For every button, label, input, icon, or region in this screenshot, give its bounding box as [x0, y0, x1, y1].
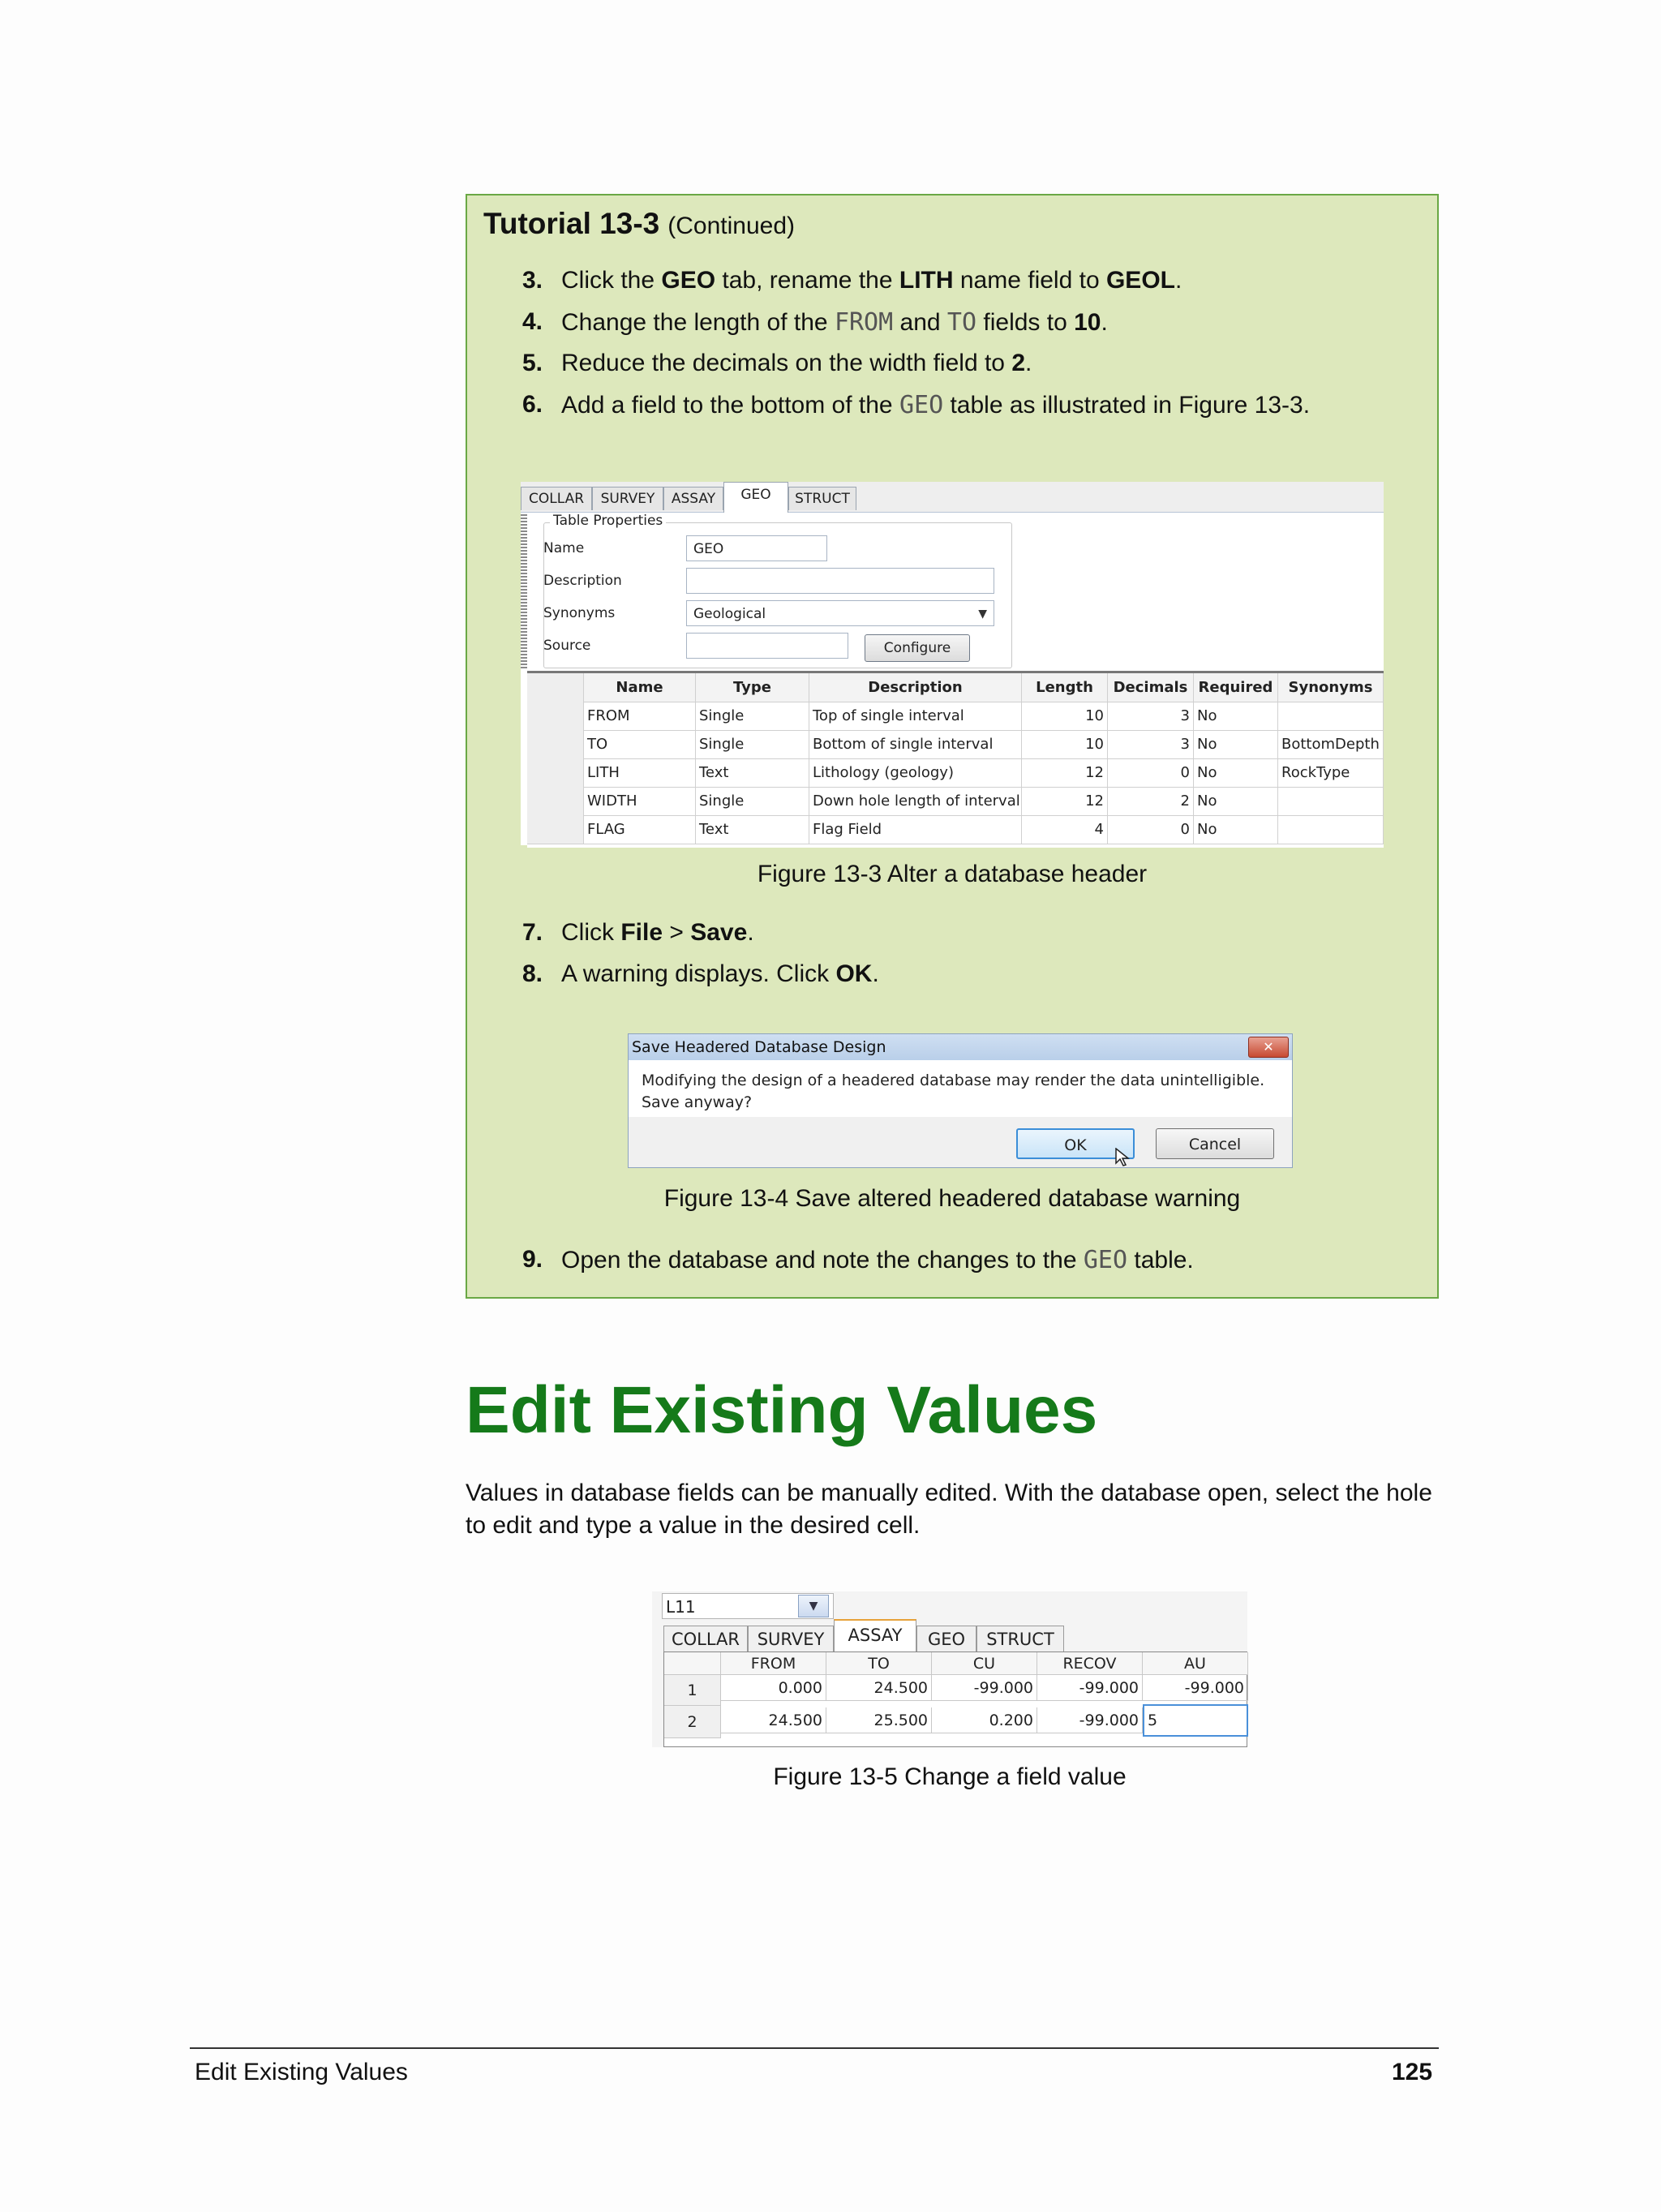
fields-grid	[527, 671, 1384, 848]
cell-from[interactable]: 0.000	[721, 1675, 826, 1701]
dialog-message-line2: Save anyway?	[642, 1093, 753, 1111]
column-header[interactable]: Name	[584, 673, 696, 702]
row-header-corner	[527, 673, 584, 702]
table-tabs	[521, 482, 1384, 513]
row-header[interactable]	[527, 787, 584, 815]
cell-length[interactable]: 10	[1022, 702, 1108, 730]
close-icon[interactable]: ✕	[1248, 1037, 1289, 1058]
synonyms-label: Synonyms	[543, 605, 616, 621]
mouse-cursor-icon	[1115, 1148, 1131, 1167]
cell-cu[interactable]: -99.000	[932, 1675, 1037, 1701]
table-properties-label: Table Properties	[550, 513, 666, 529]
step-number: 4.	[522, 308, 543, 335]
column-header[interactable]: RECOV	[1037, 1652, 1143, 1675]
step-number: 3.	[522, 267, 543, 294]
step-number: 6.	[522, 391, 543, 418]
column-header[interactable]: Description	[809, 673, 1022, 702]
tab-geo[interactable]: GEO	[723, 482, 788, 513]
cell-name[interactable]: LITH	[584, 758, 696, 787]
cell-decimals[interactable]: 0	[1108, 758, 1194, 787]
cell-required[interactable]: No	[1194, 758, 1278, 787]
page-number: 125	[1392, 2059, 1433, 2085]
column-header[interactable]: Length	[1022, 673, 1108, 702]
row-header[interactable]	[527, 758, 584, 787]
tab-survey[interactable]: SURVEY	[592, 487, 663, 510]
cell-name[interactable]: WIDTH	[584, 787, 696, 815]
step-number: 8.	[522, 960, 543, 987]
cell-required[interactable]: No	[1194, 787, 1278, 815]
row-header[interactable]	[527, 815, 584, 844]
cell-name[interactable]: TO	[584, 730, 696, 758]
column-header[interactable]: CU	[932, 1652, 1037, 1675]
name-input[interactable]: GEO	[686, 535, 827, 561]
cell-cu[interactable]: 0.200	[932, 1707, 1037, 1733]
section-paragraph: Values in database fields can be manually edited. With the database open, select the hole to edit and type a value in the desired cell.	[466, 1480, 1432, 1539]
configure-button[interactable]: Configure	[865, 634, 970, 662]
tutorial-box: Tutorial 13-3 (Continued) 3. Click the GEO tab, rename the LITH name field to GEOL. 4. Change the length of the FROM and TO fields to 10. 5. Reduce the decimals on the width field to 2. 6. Add a field to the bottom of the GEO table as illustrated in Figure 13-3. COLLAR SURVEY ASSAY GEO STRUCT Table Properties Name GEO Description Synonyms Geological ▼ Source Configure Name Type Description Length Decimals Required Synonyms FROM Single Top of single interval 10 3 No TO Single Bottom of single interval 10 3 No BottomDepth LITH Text Lithology (geology) 12 0 No RockType WIDTH Single Down hole length of interval 12 2 No FLAG Text Flag Field 4 0 No Figure 13-3 Alter a database header 7. Click File > Save. 8. A warning displays. Click OK. Save Headered Database Design ✕ Modifying the design of a headered database may render the data unintelligible. Save anyway? OK Cancel Figure 13-4 Save altered headered database warning 9. Open the database and note the changes to the GEO table.	[466, 194, 1439, 1299]
figure-13-3-caption: Figure 13-3 Alter a database header	[757, 861, 1148, 887]
description-label: Description	[543, 573, 622, 589]
tab-survey[interactable]: SURVEY	[748, 1626, 834, 1653]
cell-required[interactable]: No	[1194, 702, 1278, 730]
splitter-grip[interactable]	[521, 514, 527, 668]
footer-section-title: Edit Existing Values	[195, 2059, 408, 2085]
cell-recov[interactable]: -99.000	[1037, 1707, 1143, 1733]
figure-13-4-caption: Figure 13-4 Save altered headered database warning	[663, 1185, 1241, 1212]
row-header-corner	[664, 1652, 721, 1675]
cell-synonyms[interactable]: RockType	[1278, 758, 1384, 787]
source-label: Source	[543, 638, 591, 654]
tab-collar[interactable]: COLLAR	[663, 1626, 748, 1653]
cell-recov[interactable]: -99.000	[1037, 1675, 1143, 1701]
row-header[interactable]	[527, 702, 584, 730]
cell-decimals[interactable]: 3	[1108, 702, 1194, 730]
section-heading: Edit Existing Values	[466, 1373, 1098, 1447]
synonyms-value: Geological	[693, 606, 766, 622]
step-number: 5.	[522, 350, 543, 376]
row-header[interactable]: 2	[664, 1706, 721, 1738]
footer-divider	[190, 2047, 1439, 2049]
dialog-message-line1: Modifying the design of a headered database may render the data unintelligible.	[642, 1072, 1265, 1089]
figure-13-5-screenshot	[652, 1591, 1247, 1747]
chevron-down-icon[interactable]: ▼	[798, 1595, 829, 1617]
cell-type[interactable]: Single	[696, 730, 809, 758]
cell-length[interactable]: 12	[1022, 787, 1108, 815]
tutorial-title-text: Tutorial 13-3	[483, 207, 660, 240]
table-row	[527, 758, 1384, 788]
step-number: 9.	[522, 1246, 543, 1273]
tutorial-continued: (Continued)	[667, 213, 796, 239]
tab-struct[interactable]: STRUCT	[788, 487, 856, 510]
column-header[interactable]: Type	[696, 673, 809, 702]
synonyms-select[interactable]	[686, 600, 994, 626]
cell-from[interactable]: 24.500	[721, 1707, 826, 1733]
cell-type[interactable]: Single	[696, 702, 809, 730]
row-header[interactable]: 1	[664, 1675, 721, 1706]
figure-13-3-screenshot	[521, 482, 1384, 845]
ok-button[interactable]: OK	[1016, 1128, 1135, 1159]
dialog-message	[642, 1070, 1264, 1114]
cell-synonyms[interactable]	[1278, 787, 1384, 815]
chevron-down-icon[interactable]: ▼	[978, 608, 987, 621]
cell-name[interactable]: FROM	[584, 702, 696, 730]
cell-length[interactable]: 10	[1022, 730, 1108, 758]
step-number: 7.	[522, 919, 543, 946]
cell-au-editing[interactable]: 5	[1143, 1704, 1248, 1737]
cell-synonyms[interactable]: BottomDepth	[1278, 730, 1384, 758]
grid-header-row	[527, 673, 1384, 702]
figure-13-5-caption: Figure 13-5 Change a field value	[773, 1763, 1127, 1790]
cell-length[interactable]: 12	[1022, 758, 1108, 787]
cell-decimals[interactable]: 3	[1108, 730, 1194, 758]
cell-au[interactable]: -99.000	[1143, 1675, 1248, 1701]
dialog-body	[629, 1060, 1292, 1117]
column-header[interactable]: Synonyms	[1278, 673, 1384, 702]
column-header[interactable]: Required	[1194, 673, 1278, 702]
table-row	[527, 787, 1384, 816]
save-warning-dialog	[628, 1033, 1293, 1168]
cell-description[interactable]: Bottom of single interval	[809, 730, 1022, 758]
column-header[interactable]: Decimals	[1108, 673, 1194, 702]
column-header[interactable]: TO	[826, 1652, 932, 1675]
cell-name[interactable]: FLAG	[584, 815, 696, 844]
cell-synonyms[interactable]	[1278, 702, 1384, 730]
hole-select-value: L11	[666, 1597, 696, 1617]
cell-description[interactable]: Flag Field	[809, 815, 1022, 844]
cell-length[interactable]: 4	[1022, 815, 1108, 844]
tutorial-title	[483, 207, 795, 241]
cell-description[interactable]: Top of single interval	[809, 702, 1022, 730]
cell-decimals[interactable]: 0	[1108, 815, 1194, 844]
tab-assay[interactable]: ASSAY	[663, 487, 723, 510]
cell-decimals[interactable]: 2	[1108, 787, 1194, 815]
column-header[interactable]: FROM	[721, 1652, 826, 1675]
cell-type[interactable]: Text	[696, 815, 809, 844]
cell-description[interactable]: Lithology (geology)	[809, 758, 1022, 787]
cell-type[interactable]: Text	[696, 758, 809, 787]
tab-struct[interactable]: STRUCT	[976, 1626, 1064, 1653]
cell-to[interactable]: 24.500	[826, 1675, 932, 1701]
cell-type[interactable]: Single	[696, 787, 809, 815]
row-header[interactable]	[527, 730, 584, 758]
table-row	[527, 702, 1384, 731]
assay-grid	[663, 1651, 1247, 1747]
table-row	[527, 730, 1384, 759]
dialog-title: Save Headered Database Design	[632, 1038, 886, 1056]
cell-to[interactable]: 25.500	[826, 1707, 932, 1733]
dialog-titlebar	[629, 1034, 1292, 1060]
source-input[interactable]	[686, 633, 848, 659]
tab-collar[interactable]: COLLAR	[521, 487, 592, 510]
cancel-button[interactable]: Cancel	[1156, 1128, 1274, 1159]
cell-required[interactable]: No	[1194, 730, 1278, 758]
name-label: Name	[543, 540, 585, 556]
table-row	[527, 815, 1384, 844]
description-input[interactable]	[686, 568, 994, 594]
column-header[interactable]: AU	[1143, 1652, 1248, 1675]
cell-synonyms[interactable]	[1278, 815, 1384, 844]
cell-description[interactable]: Down hole length of interval	[809, 787, 1022, 815]
tab-geo[interactable]: GEO	[916, 1626, 976, 1653]
tab-assay[interactable]: ASSAY	[834, 1619, 916, 1653]
cell-required[interactable]: No	[1194, 815, 1278, 844]
